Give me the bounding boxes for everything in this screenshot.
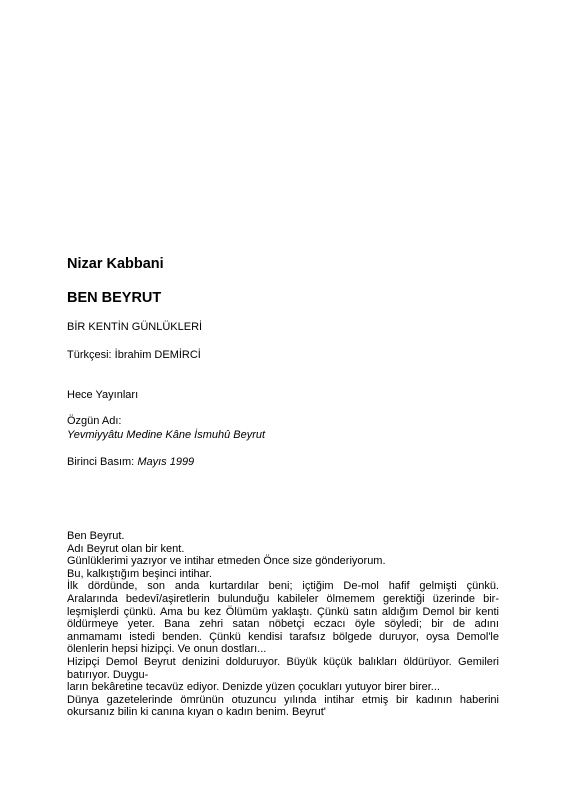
book-title: BEN BEYRUT bbox=[67, 290, 162, 306]
body-line: leşmişlerdi çünkü. Ama bu kez Ölümüm yaklaştı. Çünkü satın aldığım Demol bir kenti bbox=[67, 605, 499, 618]
body-line: Hizipçi Demol Beyrut denizini dolduruyor. Büyük küçük balıkları öldürüyor. Gemileri bbox=[67, 655, 499, 668]
body-line: okursanız bilin ki canına kıyan o kadın benim. Beyrut' bbox=[67, 706, 326, 719]
body-line: anmamamı istedi benden. Çünkü kendisi tarafsız bölgede duruyor, oysa Demol'le bbox=[67, 630, 499, 643]
edition-date: Mayıs 1999 bbox=[137, 456, 195, 468]
body-line: öldürmeye yeter. Bana zehri satan nöbetçi eczacı öyle söyledi; bir de adını bbox=[67, 618, 499, 631]
author-name: Nizar Kabbani bbox=[67, 256, 164, 272]
body-line: ların bekâretine tecavüz ediyor. Denizde yüzen çocukları yutuyor birer birer... bbox=[67, 681, 440, 694]
body-text bbox=[67, 530, 499, 719]
original-title-label: Özgün Adı: bbox=[67, 415, 122, 427]
edition-label: Birinci Basım: bbox=[67, 456, 135, 468]
body-line: İlk dördünde, son anda kurtardılar beni; içtiğim De-mol hafif gelmişti çünkü. bbox=[67, 580, 499, 593]
original-title: Yevmiyyâtu Medine Kâne İsmuhû Beyrut bbox=[67, 429, 266, 441]
body-line: Bu, kalkıştığım beşinci intihar. bbox=[67, 567, 212, 580]
body-line: Günlüklerimi yazıyor ve intihar etmeden Önce size gönderiyorum. bbox=[67, 555, 386, 568]
body-line: Adı Beyrut olan bir kent. bbox=[67, 542, 185, 555]
body-line: Dünya gazetelerinde ömrünün otuzuncu yılında intihar etmiş bir kadının haberini bbox=[67, 693, 499, 706]
publisher-name: Hece Yayınları bbox=[67, 389, 139, 401]
body-line: ölenlerin hepsi hizipçi. Ve onun dostları... bbox=[67, 643, 267, 656]
body-line: batırıyor. Duygu- bbox=[67, 668, 149, 681]
book-subtitle: BİR KENTİN GÜNLÜKLERİ bbox=[67, 321, 203, 333]
edition-info bbox=[67, 455, 194, 469]
body-line: Aralarında bedevî/aşiretlerin bulunduğu kabileler ölmemem gerektiği üzerinde bir- bbox=[67, 592, 499, 605]
translator-credit: Türkçesi: İbrahim DEMİRCİ bbox=[67, 349, 201, 361]
body-line: Ben Beyrut. bbox=[67, 530, 125, 542]
